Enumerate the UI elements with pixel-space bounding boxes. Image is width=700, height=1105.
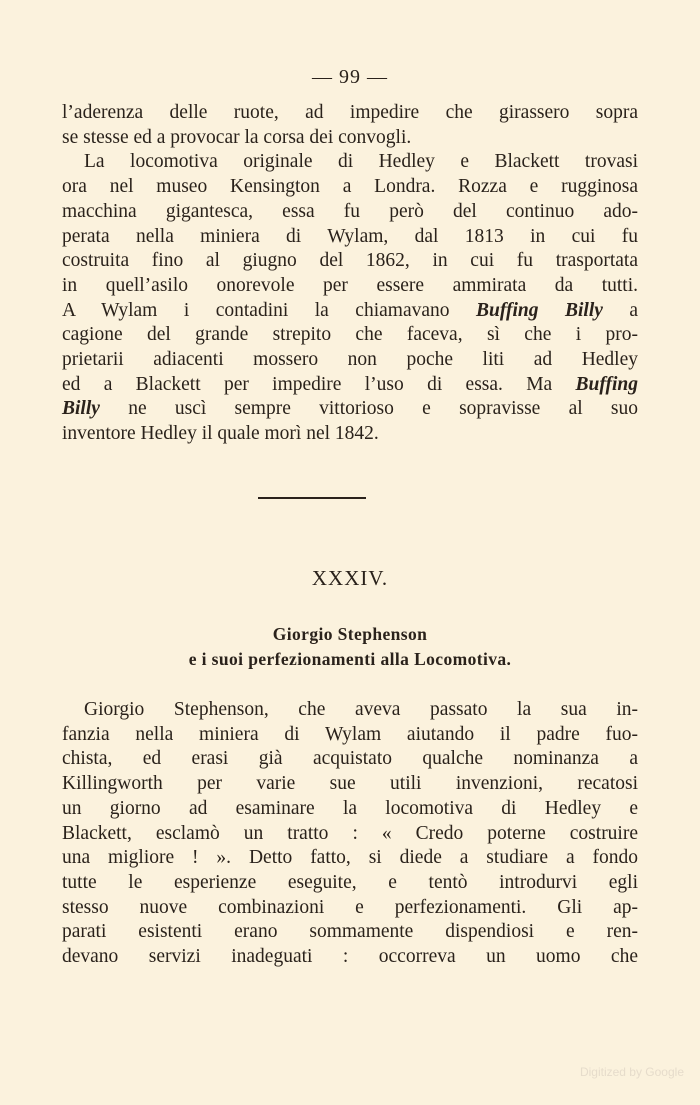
text-line: devano servizi inadeguati : occorreva un uomo che: [62, 946, 638, 968]
digitization-watermark: Digitized by Google: [579, 1065, 684, 1079]
paragraph-block-top: [62, 101, 638, 447]
page-number: — 99 —: [312, 66, 388, 88]
text-line: ed a Blackett per impedire l’uso di essa. Ma Buffing: [62, 373, 639, 395]
text-line: Killingworth per varie sue utili invenzioni, recatosi: [62, 773, 638, 795]
text-line: un giorno ad esaminare la locomotiva di Hedley e: [62, 797, 638, 819]
text-line: Billy ne uscì sempre vittorioso e sopravisse al suo: [62, 398, 639, 420]
text-line: inventore Hedley il quale morì nel 1842.: [62, 423, 379, 445]
italic-name: Buffing: [575, 373, 639, 395]
text-line: La locomotiva originale di Hedley e Blackett trovasi: [84, 151, 638, 173]
italic-name: Billy: [62, 398, 100, 420]
text-line: Giorgio Stephenson, che aveva passato la sua in-: [84, 699, 638, 720]
italic-name: Buffing Billy: [476, 299, 603, 321]
text-line: prietarii adiacenti mossero non poche liti ad Hedley: [62, 349, 638, 371]
text-line: l’aderenza delle ruote, ad impedire che girassero sopra: [62, 102, 638, 123]
text-line: macchina gigantesca, essa fu però del continuo ado-: [62, 200, 638, 222]
text-line: tutte le esperienze eseguite, e tentò introdurvi egli: [62, 871, 638, 893]
text-line: Blackett, esclamò un tratto : « Credo poterne costruire: [62, 822, 638, 844]
text-line: in quell’asilo onorevole per essere ammirata da tutti.: [62, 274, 638, 296]
paragraph-block-bottom: [62, 698, 638, 970]
text-line: fanzia nella miniera di Wylam aiutando il padre fuo-: [62, 723, 638, 745]
text-line: costruita fino al giugno del 1862, in cui fu trasportata: [62, 250, 638, 272]
heading-line-1: Giorgio Stephenson: [272, 624, 428, 644]
chapter-heading: [0, 622, 700, 672]
text-line: una migliore ! ». Detto fatto, si diede a studiare a fondo: [62, 847, 638, 869]
text-line: ora nel museo Kensington a Londra. Rozza e rugginosa: [62, 176, 638, 198]
heading-line-2: e i suoi perfezionamenti alla Locomotiva.: [188, 649, 512, 669]
text-line: chista, ed erasi già acquistato qualche nominanza a: [62, 748, 638, 770]
chapter-number: XXXIV.: [311, 566, 389, 590]
text-line: parati esistenti erano sommamente dispendiosi e ren-: [62, 921, 638, 943]
text-line: perata nella miniera di Wylam, dal 1813 in cui fu: [62, 225, 638, 247]
text-line: stesso nuove combinazioni e perfezionamenti. Gli ap-: [62, 896, 638, 918]
section-divider: [258, 497, 366, 499]
text-line: A Wylam i contadini la chiamavano Buffing Billy a: [62, 299, 639, 321]
text-line: se stesse ed a provocar la corsa dei convogli.: [62, 126, 412, 148]
text-line: cagione del grande strepito che faceva, sì che i pro-: [62, 324, 638, 346]
